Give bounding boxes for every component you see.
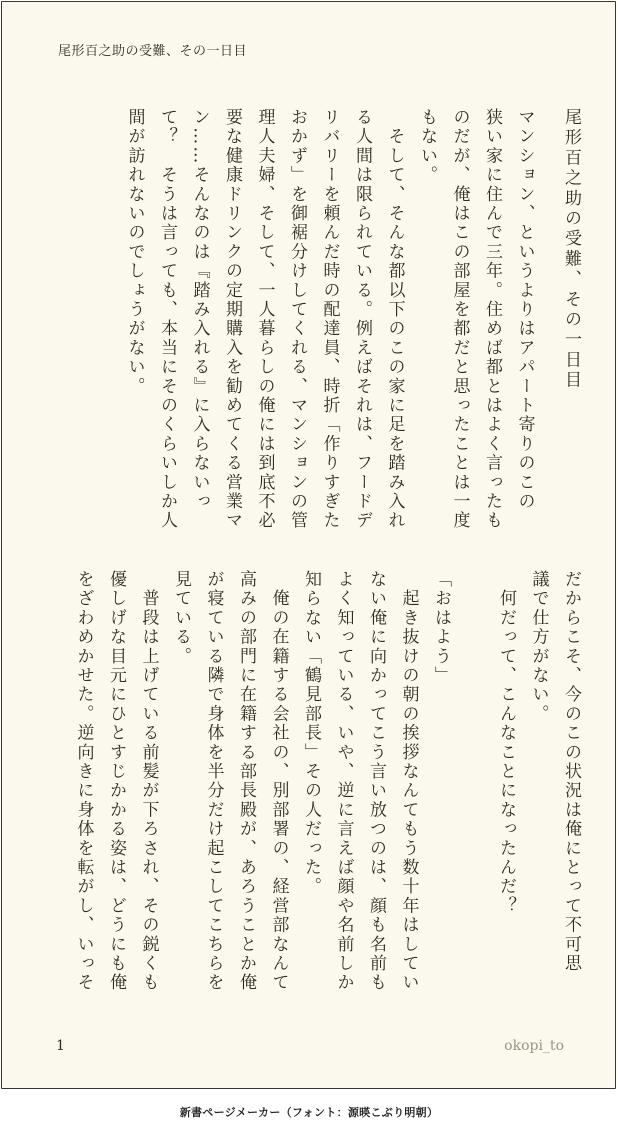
book-page: [1, 1, 616, 1089]
page-number: 1: [56, 1038, 65, 1054]
text-line: もない。: [417, 108, 437, 185]
text-line: 「おはよう」: [431, 570, 451, 686]
top-text-block: [118, 108, 587, 531]
blank-line: [457, 570, 490, 990]
text-line: のだが、俺はこの部屋を都だと思ったことは一度: [449, 108, 470, 531]
text-line: 狭い家に住んで三年。住めば都とはよく言ったも: [482, 108, 502, 531]
text-line: 理人夫婦、そして、一人暮らしの俺には到底不必: [254, 108, 275, 531]
text-line: 議で仕方がない。: [528, 570, 549, 724]
text-line: て？ そうは言っても、本当にそのくらいしか人: [157, 108, 177, 531]
text-line: 要な健康ドリンクの定期購入を勧めてくる営業マ: [222, 108, 242, 531]
text-line: マンション、というよりはアパート寄りのこの: [514, 108, 535, 512]
text-line: そして、そんな都以下のこの家に足を踏み入れ: [384, 108, 405, 531]
text-line: よく知っている、いや、逆に言えば顔や名前しか: [333, 570, 354, 993]
text-line: だからこそ、今のこの状況は俺にとって不可思: [561, 570, 581, 974]
text-line: 起き抜けの朝の挨拶なんてもう数十年はしてい: [398, 570, 419, 993]
text-line: 見ている。: [171, 570, 191, 666]
running-head: 尾形百之助の受難、その一日目: [58, 44, 248, 59]
text-line: が寝ている隣で身体を半分だけ起こしてこちらを: [203, 570, 224, 993]
text-line: 優しげな目元にひとすじかかる姿は、どうにも俺: [106, 570, 126, 993]
text-line: 何だって、こんなことになったんだ？: [496, 570, 516, 916]
text-line: おかず」を御裾分けしてくれる、マンションの管: [287, 108, 307, 531]
text-line: リバリーを頼んだ時の配達員、時折「作りすぎた: [319, 108, 340, 531]
text-line: 知らない「鶴見部長」その人だった。: [301, 570, 321, 897]
chapter-title: 尾形百之助の受難、その一日目: [561, 108, 581, 391]
author-credit: okopi_to: [504, 1038, 564, 1054]
text-line: ない俺に向かってこう言い放つのは、顔も名前も: [366, 570, 386, 993]
footer-credit: 新書ページメーカー（フォント：源暎こぶり明朝）: [179, 1106, 439, 1119]
text-line: る人間は限られている。例えばそれは、フードデ: [352, 108, 372, 531]
text-line: をざわめかせた。逆向きに身体を転がし、いっそ: [73, 570, 94, 993]
text-line: ン……そんなのは『踏み入れる』に入らないっ: [189, 108, 210, 512]
text-line: 俺の在籍する会社の、別部署の、経営部なんて: [268, 570, 289, 993]
bottom-text-block: [67, 570, 587, 993]
text-line: 高みの部門に在籍する部長殿が、あろうことか俺: [236, 570, 256, 993]
text-line: 普段は上げている前髪が下ろされ、その鋭くも: [138, 570, 159, 993]
text-line: 間が訪れないのでしょうがない。: [124, 108, 145, 396]
